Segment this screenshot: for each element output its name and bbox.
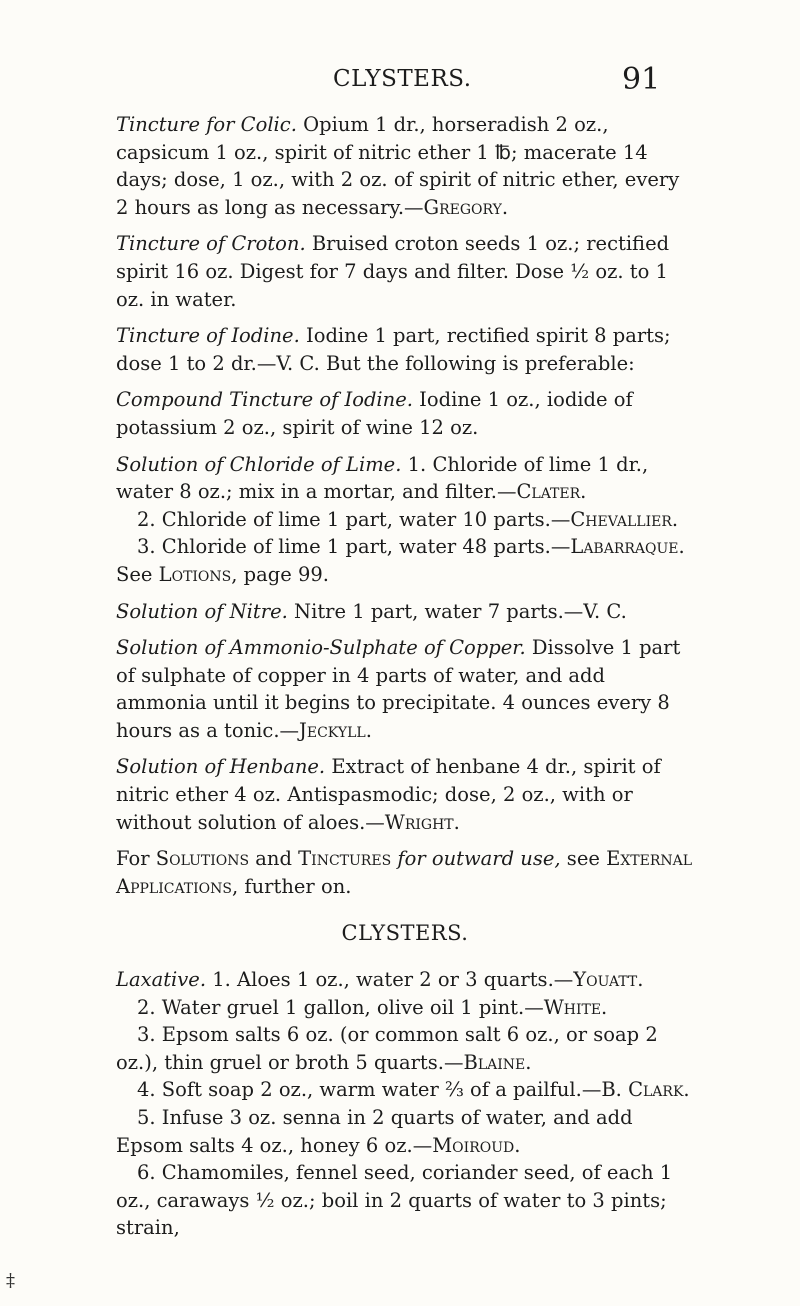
clyster-author: Youatt. bbox=[573, 968, 644, 992]
entry-title: Tincture of Croton. bbox=[116, 232, 306, 256]
clyster-item bbox=[116, 1159, 694, 1242]
clyster-item bbox=[116, 1104, 694, 1159]
clyster-text: 6. Chamomiles, fennel seed, coriander seed, of each 1 oz., caraways ½ oz.; boil in 2 quarts of water to 3 pints; strain, bbox=[116, 1161, 673, 1240]
closing-ref-external: External Applications bbox=[116, 847, 693, 898]
entry-text: Opium 1 dr., horseradish 2 oz., capsicum 1 oz., spirit of nitric ether 1 ℔; macerate 14 days; dose, 1 oz., with 2 oz. of spirit of nitric ether, every 2 hours as long as necessary.— bbox=[116, 113, 680, 219]
entry-author: Clater. bbox=[516, 480, 587, 504]
entry-title: Solution of Nitre. bbox=[116, 599, 288, 623]
closing-mid: and bbox=[249, 847, 299, 871]
entry-text: Extract of henbane 4 dr., spirit of nitric ether 4 oz. Antispasmodic; dose, 2 oz., with or without solution of aloes.— bbox=[116, 755, 661, 834]
clyster-author: Blaine. bbox=[463, 1050, 532, 1074]
sub-tail-end: , page 99. bbox=[231, 562, 330, 586]
clyster-item bbox=[116, 1076, 694, 1104]
entry-text: Iodine 1 oz., iodide of potassium 2 oz., spirit of wine 12 oz. bbox=[116, 388, 633, 439]
section-title: CLYSTERS. bbox=[341, 921, 469, 946]
entry-main bbox=[116, 451, 694, 506]
entry-tincture-iodine bbox=[116, 322, 694, 377]
closing-end: , further on. bbox=[232, 874, 352, 898]
entry-chloride-lime bbox=[116, 451, 694, 589]
page-number: 91 bbox=[622, 62, 661, 97]
entry-author: Wright. bbox=[384, 810, 460, 834]
running-title: CLYSTERS. bbox=[333, 66, 472, 92]
entry-tincture-croton bbox=[116, 230, 694, 313]
sub-text: 3. Chloride of lime 1 part, water 48 parts.— bbox=[137, 535, 571, 559]
sub-author: Chevallier. bbox=[570, 507, 679, 531]
closing-ref-tinctures: Tinctures bbox=[298, 847, 392, 871]
entry-text: Iodine 1 part, rectified spirit 8 parts; dose 1 to 2 dr.—V. C. But the following is preferable: bbox=[116, 324, 671, 375]
entry-henbane bbox=[116, 753, 694, 836]
sub-tail: See bbox=[116, 562, 159, 586]
closing-pre: For bbox=[116, 847, 156, 871]
clyster-author: B. Clark. bbox=[601, 1078, 690, 1102]
entry-author: Jeckyll. bbox=[299, 718, 372, 742]
closing-ref-solutions: Solutions bbox=[155, 847, 250, 871]
entry-nitre bbox=[116, 598, 694, 626]
entry-title: Solution of Ammonio-Sulphate of Copper. bbox=[116, 636, 526, 660]
clyster-text: 4. Soft soap 2 oz., warm water ⅔ of a pailful.— bbox=[137, 1078, 602, 1102]
closing-italic: for outward use, bbox=[391, 847, 561, 871]
clyster-author: Moiroud. bbox=[432, 1133, 521, 1157]
entry-text: 1. Chloride of lime 1 dr., water 8 oz.; mix in a mortar, and filter.— bbox=[116, 452, 649, 504]
sub-tail-ref: Lotions bbox=[158, 562, 232, 586]
entry-title: Solution of Henbane. bbox=[116, 755, 326, 779]
entry-sub bbox=[116, 506, 694, 534]
entry-author: Gregory. bbox=[423, 195, 509, 219]
entry-text: Bruised croton seeds 1 oz.; rectified spirit 16 oz. Digest for 7 days and filter. Dose ½ oz. to 1 oz. in water. bbox=[116, 232, 670, 311]
clyster-text: 5. Infuse 3 oz. senna in 2 quarts of water, and add Epsom salts 4 oz., honey 6 oz.— bbox=[116, 1106, 633, 1157]
sub-text: 2. Chloride of lime 1 part, water 10 parts.— bbox=[137, 507, 571, 531]
clyster-item bbox=[116, 1021, 694, 1076]
entry-title: Tincture of Iodine. bbox=[116, 324, 300, 348]
sub-author: Labarraque. bbox=[570, 535, 685, 559]
stray-mark: ‡ bbox=[6, 1270, 15, 1291]
clyster-title: Laxative. bbox=[116, 968, 207, 992]
closing-note bbox=[116, 845, 694, 900]
clyster-text: 2. Water gruel 1 gallon, olive oil 1 pint.— bbox=[137, 995, 544, 1019]
entry-compound-iodine bbox=[116, 386, 694, 441]
closing-mid2: see bbox=[560, 847, 607, 871]
clyster-author: White. bbox=[543, 995, 608, 1019]
clyster-text: 1. Aloes 1 oz., water 2 or 3 quarts.— bbox=[206, 968, 574, 992]
entry-title: Compound Tincture of Iodine. bbox=[116, 388, 413, 412]
clyster-item bbox=[116, 994, 694, 1022]
entry-title: Tincture for Colic. bbox=[116, 113, 297, 136]
clyster-text: 3. Epsom salts 6 oz. (or common salt 6 oz., or soap 2 oz.), thin gruel or broth 5 quarts.— bbox=[116, 1023, 658, 1074]
clyster-item bbox=[116, 966, 694, 994]
entry-ammonio-sulphate bbox=[116, 634, 694, 744]
entry-text: Nitre 1 part, water 7 parts.—V. C. bbox=[287, 599, 627, 623]
body-text bbox=[116, 111, 694, 1242]
page-header bbox=[0, 62, 800, 102]
entry-text: Dissolve 1 part of sulphate of copper in 4 parts of water, and add ammonia until it begins to precipitate. 4 ounces every 8 hours as a tonic.— bbox=[116, 636, 681, 742]
clysters-list bbox=[116, 966, 694, 1242]
entry-sub bbox=[116, 533, 694, 588]
entry-tincture-colic bbox=[116, 111, 694, 221]
entry-title: Solution of Chloride of Lime. bbox=[116, 452, 402, 476]
